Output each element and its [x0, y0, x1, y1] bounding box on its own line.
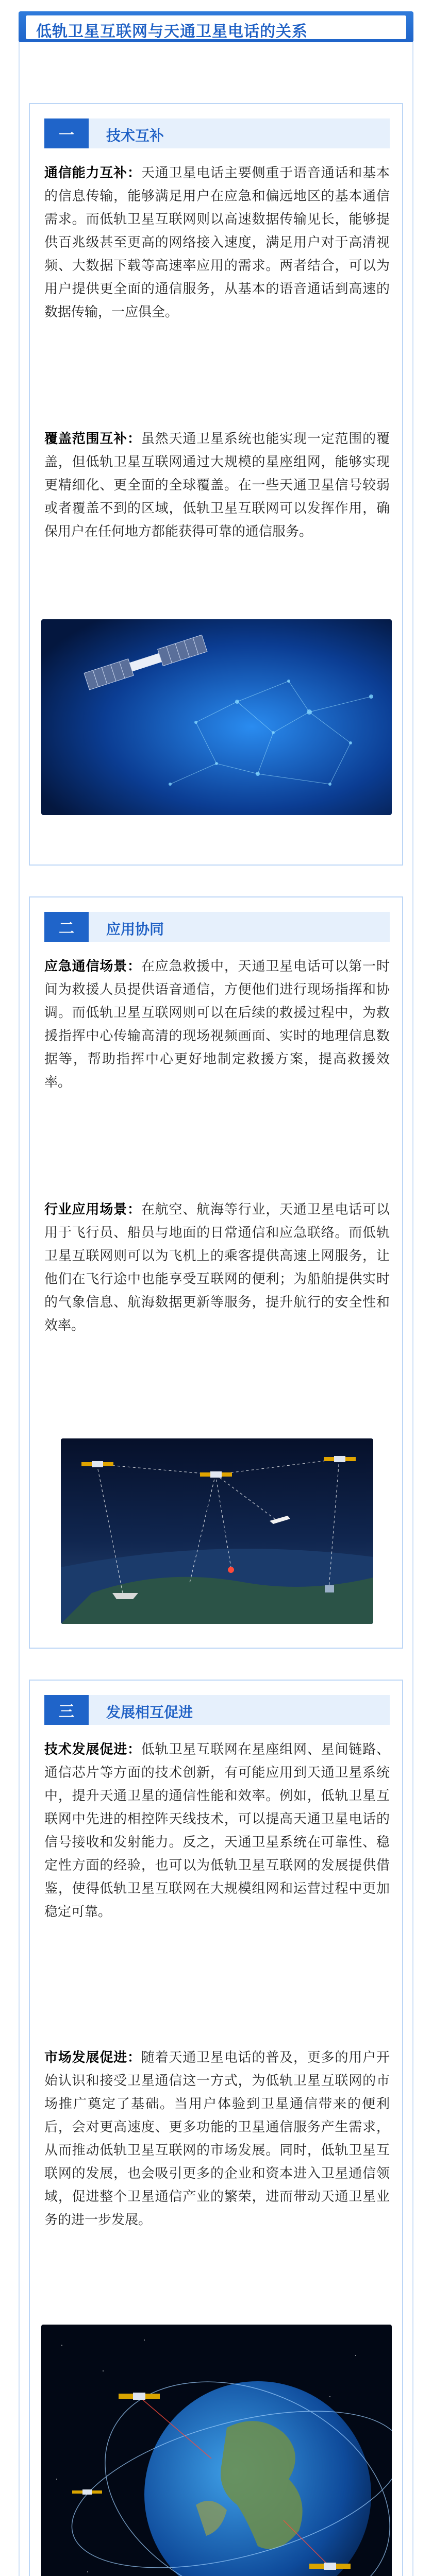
- section-header-3: [44, 1695, 390, 1725]
- paragraph-text: 虽然天通卫星系统也能实现一定范围的覆盖，但低轨卫星互联网通过大规模的星座组网，能够实现更精细化、更全面的全球覆盖。在一些天通卫星信号较弱或者覆盖不到的区域，低轨卫星互联网可以发挥作用，确保用户在任何地方都能获得可靠的通信服务。: [44, 431, 390, 539]
- section-card-2: [29, 896, 403, 1649]
- paragraph-lead: 覆盖范围互补：: [44, 431, 141, 447]
- section-number-3: 三: [44, 1695, 89, 1725]
- paragraph-lead: 应急通信场景：: [44, 959, 141, 974]
- section-header-2: [44, 912, 390, 942]
- section-3-paragraph-2: [44, 2046, 390, 2232]
- orbiting-earth-graphic: [41, 2325, 392, 2576]
- paragraph-lead: 行业应用场景：: [44, 1202, 141, 1217]
- paragraph-text: 在航空、航海等行业，天通卫星电话可以用于飞行员、船员与地面的日常通信和应急联络。而低轨卫星互联网则可以为飞机上的乘客提供高速上网服务，让他们在飞行途中也能享受互联网的便利；为船舶提供实时的气象信息、航海数据更新等服务，提升航行的安全性和效率。: [44, 1202, 390, 1333]
- communication-links-graphic: [61, 1438, 373, 1624]
- paragraph-lead: 通信能力互补：: [44, 165, 141, 181]
- section-1-paragraph-1: [44, 162, 390, 324]
- section-title-1: 技术互补: [106, 127, 164, 144]
- paragraph-lead: 市场发展促进：: [44, 2050, 141, 2065]
- section-2-paragraph-2: [44, 1198, 390, 1337]
- section-number-2: 二: [44, 912, 89, 942]
- satellites-orbiting-earth-image: [41, 2325, 392, 2576]
- section-title-2: 应用协同: [106, 921, 164, 938]
- paragraph-text: 随着天通卫星电话的普及，更多的用户开始认识和接受卫星通信这一方式，为低轨卫星互联网的市场推广奠定了基础。当用户体验到卫星通信带来的便利后，会对更高速度、更多功能的卫星通信服务产生需求，从而推动低轨卫星互联网的市场发展。同时，低轨卫星互联网的发展，也会吸引更多的企业和资本进入卫星通信领域，促进整个卫星通信产业的繁荣，进而带动天通卫星业务的进一步发展。: [44, 2050, 390, 2228]
- section-title-3: 发展相互促进: [106, 1704, 193, 1721]
- section-number-1: 一: [44, 118, 89, 148]
- satellite-communication-links-image: [61, 1438, 373, 1624]
- satellite-network-graphic: [41, 619, 392, 815]
- paragraph-lead: 技术发展促进：: [44, 1742, 141, 1757]
- section-card-3: [29, 1680, 403, 2576]
- page-title: 低轨卫星互联网与天通卫星电话的关系: [36, 23, 308, 41]
- section-2-paragraph-1: [44, 955, 390, 1094]
- section-3-paragraph-1: [44, 1738, 390, 1924]
- section-header-1: [44, 118, 390, 148]
- section-card-1: [29, 103, 403, 866]
- satellite-over-earth-network-image: [41, 619, 392, 815]
- paragraph-text: 天通卫星电话主要侧重于语音通话和基本的信息传输，能够满足用户在应急和偏远地区的基本通信需求。而低轨卫星互联网则以高速数据传输见长，能够提供百兆级甚至更高的网络接入速度，满足用户对于高清视频、大数据下载等高速率应用的需求。两者结合，可以为用户提供更全面的通信服务，从基本的语音通话到高速的数据传输，一应俱全。: [44, 165, 390, 320]
- paragraph-text: 在应急救援中，天通卫星电话可以第一时间为救援人员提供语音通信，方便他们进行现场指挥和协调。而低轨卫星互联网则可以在后续的救援过程中，为救援指挥中心传输高清的现场视频画面、实时的地理信息数据等，帮助指挥中心更好地制定救援方案，提高救援效率。: [44, 959, 390, 1090]
- section-1-paragraph-2: [44, 428, 390, 544]
- paragraph-text: 低轨卫星互联网在星座组网、星间链路、通信芯片等方面的技术创新，有可能应用到天通卫星系统中，提升天通卫星的通信性能和效率。例如，低轨卫星互联网中先进的相控阵天线技术，可以提高天通卫星电话的信号接收和发射能力。反之，天通卫星系统在可靠性、稳定性方面的经验，也可以为低轨卫星互联网的发展提供借鉴，使得低轨卫星互联网在大规模组网和运营过程中更加稳定可靠。: [44, 1742, 390, 1920]
